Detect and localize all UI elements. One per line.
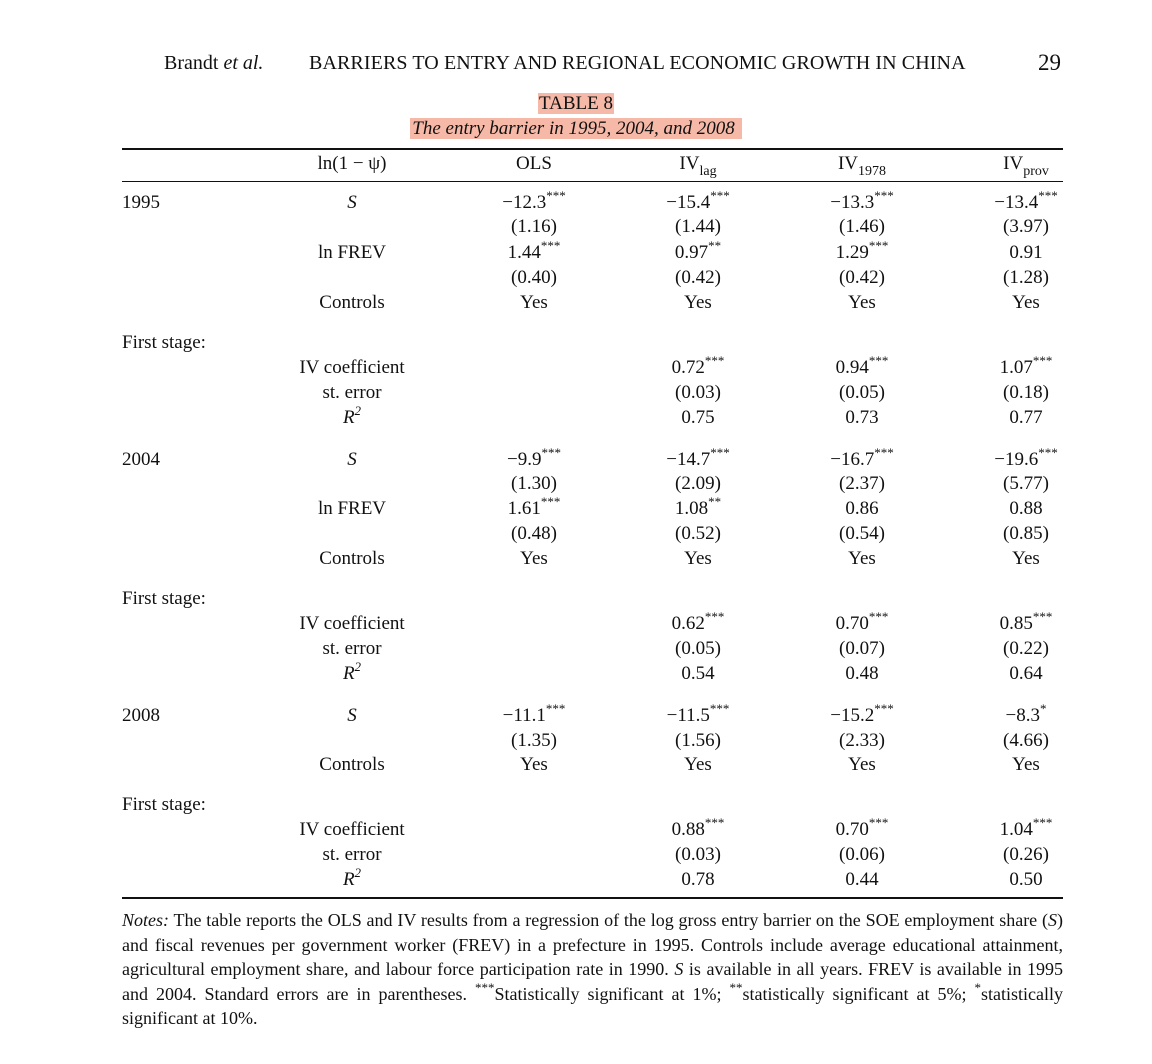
year-label-2004: 2004 (122, 449, 160, 470)
var-label-iv-coefficient: IV coefficient (299, 357, 405, 378)
coef-s-2004-4-stars: *** (1038, 445, 1058, 460)
fs-r2-2004-1: 0.54 (681, 663, 715, 684)
var-label-s: S (347, 705, 357, 726)
se-s-1995-1: (1.16) (511, 216, 557, 237)
fs-coef-2004-3-value: 0.85 (999, 613, 1033, 634)
controls-2008-1: Yes (520, 754, 548, 775)
r2-exponent: 2 (354, 403, 362, 418)
coef-s-1995-3-stars: *** (874, 188, 894, 203)
var-label-st-error: st. error (322, 638, 382, 659)
fs-coef-2008-1-stars: *** (704, 815, 725, 830)
coef-s-1995-2-stars: *** (710, 188, 730, 203)
fs-coef-1995-1-value: 0.72 (671, 357, 705, 378)
author-surname: Brandt (164, 52, 219, 74)
coef-s-1995-1-stars: *** (546, 188, 566, 203)
notes-heading: Notes: (122, 910, 169, 930)
table-title-text[interactable] (410, 118, 741, 139)
fs-coef-2008-3-stars: *** (1032, 815, 1053, 830)
controls-2004-3: Yes (848, 548, 876, 569)
coef-frev-2004-1-value: 1.61 (507, 498, 541, 519)
coef-s-2008-1-value: −11.1 (502, 705, 546, 726)
controls-1995-2: Yes (684, 292, 712, 313)
fs-r2-2008-3: 0.50 (1009, 869, 1043, 890)
coef-s-2008-2-stars: *** (709, 701, 730, 716)
col-header-ols: OLS (516, 153, 552, 174)
fs-coef-1995-3 (926, 353, 1126, 379)
fs-coef-1995-2-stars: *** (868, 353, 889, 368)
coef-frev-2004-1-stars: *** (540, 494, 561, 509)
notes-var-s-1: S (1048, 910, 1057, 930)
year-label-1995: 1995 (122, 192, 160, 213)
var-label-controls: Controls (319, 292, 385, 313)
notes-text-1: The table reports the OLS and IV results from a regression of the log gross entry barrier on the SOE employment share ( (169, 910, 1048, 930)
r2-base: R (342, 869, 355, 890)
coef-frev-2004-4 (926, 498, 1126, 520)
coef-frev-2004-3-value: 0.86 (845, 498, 879, 519)
coef-frev-1995-4-value: 0.91 (1009, 242, 1043, 263)
fs-r2-2004-2: 0.48 (845, 663, 879, 684)
notes-text-2: ) and fiscal revenues per government worker (FREV) in a prefecture in 1995. Controls include average educational attainment, agricultural employment share, and labour force participation rate in 1990. (122, 910, 1063, 979)
se-frev-2004-3: (0.54) (839, 523, 885, 544)
first-stage-label: First stage: (122, 332, 206, 353)
se-s-2008-3: (2.33) (839, 730, 885, 751)
fs-se-2008-2: (0.06) (839, 844, 885, 865)
coef-frev-1995-4 (926, 242, 1126, 264)
col-header-dep-var: ln(1 − ψ) (317, 153, 387, 174)
table-label (0, 93, 1152, 115)
coef-s-1995-4 (926, 188, 1126, 214)
se-frev-2004-2: (0.52) (675, 523, 721, 544)
var-label-lnfrev: ln FREV (317, 498, 387, 519)
coef-s-1995-2-value: −15.4 (666, 192, 711, 213)
fs-coef-2008-3-value: 1.04 (999, 819, 1033, 840)
fs-se-2004-2: (0.07) (839, 638, 885, 659)
var-label-st-error: st. error (322, 382, 382, 403)
col-header-iv-1978-base: IV (837, 153, 859, 174)
var-label-r2 (252, 403, 452, 429)
fs-coef-2004-1-value: 0.62 (671, 613, 705, 634)
se-s-2008-4: (4.66) (1003, 730, 1049, 751)
fs-coef-1995-3-stars: *** (1032, 353, 1053, 368)
table-notes (122, 908, 1063, 1031)
fs-se-2004-1: (0.05) (675, 638, 721, 659)
coef-s-2004-3-stars: *** (874, 445, 894, 460)
coef-frev-2004-2-stars: ** (708, 494, 722, 509)
coef-frev-1995-2-value: 0.97 (674, 242, 709, 263)
se-s-1995-2: (1.44) (675, 216, 721, 237)
notes-var-s-2: S (674, 959, 684, 979)
controls-2004-4: Yes (1012, 548, 1040, 569)
controls-2008-2: Yes (684, 754, 712, 775)
fs-coef-2004-2-value: 0.70 (835, 613, 869, 634)
se-s-2004-1: (1.30) (511, 473, 557, 494)
coef-s-2008-3-value: −15.2 (830, 705, 875, 726)
fs-coef-2004-3 (926, 609, 1126, 635)
controls-1995-1: Yes (520, 292, 548, 313)
se-frev-1995-4: (1.28) (1003, 267, 1049, 288)
var-label-r2 (252, 865, 452, 891)
se-s-1995-4: (3.97) (1003, 216, 1049, 237)
coef-s-1995-3-value: −13.3 (830, 192, 875, 213)
fs-se-1995-2: (0.05) (839, 382, 885, 403)
controls-1995-4: Yes (1012, 292, 1040, 313)
author-name (164, 52, 263, 75)
notes-text-6: statistically significant at 10%. (122, 983, 1063, 1028)
notes-text-5: statistically significant at 5%; (742, 983, 975, 1004)
coef-s-2008-1-stars: *** (545, 701, 566, 716)
se-frev-1995-3: (0.42) (839, 267, 885, 288)
running-header (0, 50, 1152, 80)
coef-frev-1995-1-stars: *** (540, 238, 561, 253)
r2-base: R (342, 407, 355, 428)
fs-coef-1995-1-stars: *** (704, 353, 725, 368)
author-suffix: et al. (223, 52, 264, 74)
coef-s-2008-4-stars: * (1039, 701, 1047, 716)
journal-title: BARRIERS TO ENTRY AND REGIONAL ECONOMIC GROWTH IN CHINA (309, 52, 966, 74)
var-label-lnfrev: ln FREV (317, 242, 387, 263)
col-header-iv-prov-sub: prov (1023, 164, 1049, 179)
se-s-2004-2: (2.09) (675, 473, 721, 494)
notes-text-3: is available in all years. FREV is available in 1995 and 2004. Standard errors are in parentheses. (122, 959, 1063, 1004)
notes-text-4: Statistically significant at 1%; (494, 983, 730, 1004)
fs-coef-2004-3-stars: *** (1032, 609, 1053, 624)
coef-frev-1995-3-value: 1.29 (835, 242, 869, 263)
table-label-text[interactable]: TABLE 8 (539, 93, 613, 114)
var-label-controls: Controls (319, 548, 385, 569)
coef-s-2004-1-value: −9.9 (507, 449, 542, 470)
table-top-rule (122, 148, 1063, 150)
se-s-2004-3: (2.37) (839, 473, 885, 494)
first-stage-label: First stage: (122, 588, 206, 609)
coef-s-2004-2-value: −14.7 (666, 449, 711, 470)
fs-r2-1995-3: 0.77 (1009, 407, 1043, 428)
fs-se-1995-3: (0.18) (1003, 382, 1049, 403)
coef-s-2004-2-stars: *** (710, 445, 730, 460)
var-label-st-error: st. error (322, 844, 382, 865)
se-s-2004-4: (5.77) (1003, 473, 1049, 494)
coef-s-2008-4 (926, 701, 1126, 727)
var-label-controls: Controls (319, 754, 385, 775)
table-header-rule (122, 181, 1063, 182)
fs-coef-2008-2-stars: *** (868, 815, 889, 830)
controls-2008-3: Yes (848, 754, 876, 775)
fs-r2-1995-2: 0.73 (845, 407, 879, 428)
fs-r2-2008-2: 0.44 (845, 869, 879, 890)
coef-s-1995-1-value: −12.3 (502, 192, 547, 213)
coef-s-2004-3-value: −16.7 (830, 449, 875, 470)
notes-mark-10pct: * (974, 979, 982, 995)
table-title (0, 118, 1152, 140)
fs-coef-2008-3 (926, 815, 1126, 841)
coef-frev-1995-3-stars: *** (868, 238, 889, 253)
col-header-iv-prov-base: IV (1003, 153, 1024, 174)
controls-2004-2: Yes (684, 548, 712, 569)
coef-s-2008-2-value: −11.5 (666, 705, 710, 726)
coef-s-1995-4-value: −13.4 (994, 192, 1039, 213)
coef-s-2008-3-stars: *** (874, 701, 894, 716)
fs-coef-2008-2-value: 0.70 (835, 819, 869, 840)
var-label-r2 (252, 659, 452, 685)
table-bottom-rule (122, 897, 1063, 899)
fs-coef-1995-2-value: 0.94 (835, 357, 869, 378)
var-label-iv-coefficient: IV coefficient (299, 613, 405, 634)
r2-exponent: 2 (354, 659, 362, 674)
se-frev-2004-1: (0.48) (511, 523, 557, 544)
coef-s-2004-4-value: −19.6 (994, 449, 1039, 470)
coef-frev-2004-4-value: 0.88 (1009, 498, 1043, 519)
se-s-2008-1: (1.35) (511, 730, 557, 751)
se-s-2008-2: (1.56) (675, 730, 721, 751)
coef-frev-1995-1-value: 1.44 (507, 242, 541, 263)
controls-1995-3: Yes (848, 292, 876, 313)
fs-coef-2004-2-stars: *** (868, 609, 889, 624)
fs-coef-2008-1-value: 0.88 (671, 819, 705, 840)
first-stage-label: First stage: (122, 794, 206, 815)
text-cursor (737, 119, 741, 137)
col-header-iv-lag-sub: lag (699, 164, 717, 179)
coef-frev-2004-2-value: 1.08 (674, 498, 709, 519)
fs-r2-2004-3: 0.64 (1009, 663, 1043, 684)
coef-s-2004-4 (926, 445, 1126, 471)
coef-s-1995-4-stars: *** (1038, 188, 1058, 203)
fs-r2-2008-1: 0.78 (681, 869, 715, 890)
col-header-iv-1978-sub: 1978 (858, 164, 887, 179)
fs-coef-2004-1-stars: *** (704, 609, 725, 624)
fs-r2-1995-1: 0.75 (681, 407, 715, 428)
var-label-s: S (347, 449, 357, 470)
coef-s-2008-4-value: −8.3 (1005, 705, 1040, 726)
se-frev-1995-1: (0.40) (511, 267, 557, 288)
col-header-iv-prov (926, 153, 1126, 179)
se-frev-1995-2: (0.42) (675, 267, 721, 288)
se-frev-2004-4: (0.85) (1003, 523, 1049, 544)
controls-2004-1: Yes (520, 548, 548, 569)
coef-s-2004-1-stars: *** (541, 445, 561, 460)
fs-se-2008-3: (0.26) (1003, 844, 1049, 865)
notes-mark-5pct: ** (729, 979, 743, 995)
year-label-2008: 2008 (122, 705, 160, 726)
controls-2008-4: Yes (1012, 754, 1040, 775)
r2-base: R (342, 663, 355, 684)
fs-se-1995-1: (0.03) (675, 382, 721, 403)
col-header-iv-lag-base: IV (679, 153, 700, 174)
table-title-string: The entry barrier in 1995, 2004, and 2008 (412, 118, 735, 139)
notes-mark-1pct: *** (474, 979, 495, 995)
r2-exponent: 2 (354, 865, 362, 880)
page-number: 29 (1038, 50, 1061, 75)
coef-frev-1995-2-stars: ** (708, 238, 722, 253)
se-s-1995-3: (1.46) (839, 216, 885, 237)
fs-coef-1995-3-value: 1.07 (999, 357, 1033, 378)
var-label-iv-coefficient: IV coefficient (299, 819, 405, 840)
fs-se-2008-1: (0.03) (675, 844, 721, 865)
var-label-s: S (347, 192, 357, 213)
fs-se-2004-3: (0.22) (1003, 638, 1049, 659)
